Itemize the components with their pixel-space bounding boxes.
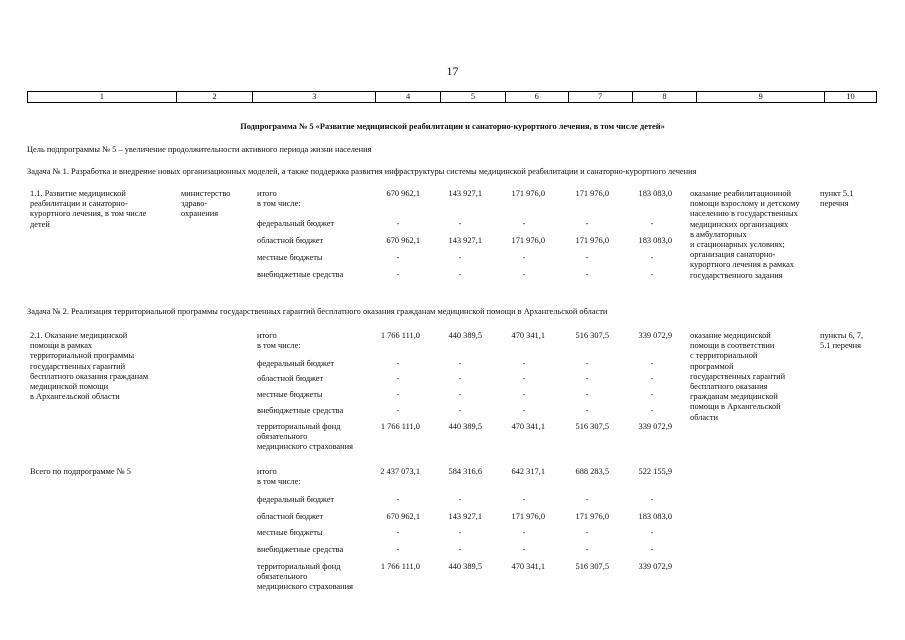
activity-2-1-name: государственных гарантий xyxy=(30,361,126,371)
subprogram-total-value: 171 976,0 xyxy=(511,512,545,521)
subprogram-total-source-label: территориальный фонд xyxy=(257,562,341,571)
subprogram-total-value: - xyxy=(650,495,654,504)
column-number-row xyxy=(27,91,877,103)
subprogram-total-value: 470 341,1 xyxy=(511,562,545,571)
activity-1-1-value: - xyxy=(458,219,462,228)
activity-2-1-source-label: обязательного xyxy=(257,432,308,442)
activity-2-1-result: помощи в Архангельской xyxy=(690,402,781,412)
activity-1-1-value: - xyxy=(396,219,400,228)
activity-1-1-result: помощи взрослому и детскому xyxy=(690,199,800,209)
activity-1-1-value: - xyxy=(585,253,589,262)
activity-2-1-value: - xyxy=(458,374,462,383)
subprogram-total-source-label: в том числе: xyxy=(257,477,301,487)
subprogram-total-value: - xyxy=(585,528,589,537)
activity-2-1-source-label: медицинского страхования xyxy=(257,442,353,452)
subprogram-total-source-label: обязательного xyxy=(257,572,308,582)
activity-1-1-value: 171 976,0 xyxy=(511,236,545,245)
activity-2-1-result: бесплатного оказания xyxy=(690,382,768,391)
activity-1-1-name: реабилитации и санаторно- xyxy=(30,199,128,209)
activity-1-1-executor: охранения xyxy=(181,209,219,219)
activity-2-1-reference: пункты 6, 7, xyxy=(820,331,864,340)
activity-2-1-value: 339 072,9 xyxy=(638,422,672,431)
activity-2-1-result: области xyxy=(690,412,718,422)
subprogram-total-source-label: внебюджетные средства xyxy=(257,545,344,554)
activity-2-1-result: оказание медицинской xyxy=(690,331,771,340)
column-number-4: 4 xyxy=(376,92,441,102)
subprogram-total-value: - xyxy=(585,495,589,504)
activity-2-1-value: - xyxy=(522,406,526,415)
activity-2-1-result: государственных гарантий xyxy=(690,371,786,381)
subprogram-total-value: 339 072,9 xyxy=(638,562,672,571)
subprogram-total-label: Всего по подпрограмме № 5 xyxy=(30,467,131,476)
activity-2-1-value: - xyxy=(396,374,400,383)
column-number-2: 2 xyxy=(177,92,254,102)
activity-2-1-result: с территориальной xyxy=(690,351,758,361)
subprogram-total-value: - xyxy=(396,545,400,554)
subprogram-total-value: 440 389,5 xyxy=(448,562,482,571)
activity-2-1-value: 516 307,5 xyxy=(575,422,609,431)
activity-1-1-result: курортного лечения в рамках xyxy=(690,260,795,270)
subprogram-total-value: - xyxy=(522,528,526,537)
column-number-8: 8 xyxy=(633,92,698,102)
subprogram-total-value: 688 283,5 xyxy=(575,467,609,476)
activity-1-1-value: - xyxy=(458,270,462,279)
subprogram-title: Подпрограмма № 5 «Развитие медицинской реабилитации и санаторно-курортного лечения, в том числе детей» xyxy=(240,122,665,131)
activity-2-1-result: программой xyxy=(690,361,734,371)
subprogram-total-value: 516 307,5 xyxy=(575,562,609,571)
activity-2-1-source-label: в том числе: xyxy=(257,341,301,351)
activity-2-1-result: гражданам медицинской xyxy=(690,392,778,402)
activity-2-1-value: - xyxy=(458,359,462,368)
activity-1-1-source-label: итого xyxy=(257,189,277,198)
activity-1-1-value: - xyxy=(650,253,654,262)
subprogram-total-value: 584 316,6 xyxy=(448,467,482,476)
activity-1-1-source-label: федеральный бюджет xyxy=(257,219,335,228)
activity-1-1-result: и стационарных условиях; xyxy=(690,240,785,249)
subprogram-total-value: - xyxy=(585,545,589,554)
activity-1-1-value: - xyxy=(585,270,589,279)
subprogram-total-value: - xyxy=(522,495,526,504)
task-2-heading: Задача № 2. Реализация территориальной программы государственных гарантий бесплатного оказания гражданам медицинской помощи в Архангельской области xyxy=(27,307,608,316)
activity-1-1-reference: пункт 5.1 xyxy=(820,189,854,198)
activity-1-1-result: организация санаторно- xyxy=(690,250,776,260)
activity-1-1-value: - xyxy=(650,219,654,228)
activity-1-1-value: - xyxy=(522,270,526,279)
subprogram-total-value: 143 927,1 xyxy=(448,512,482,521)
activity-2-1-value: 1 766 111,0 xyxy=(380,422,420,431)
activity-2-1-value: - xyxy=(522,374,526,383)
subprogram-total-source-label: медицинского страхования xyxy=(257,582,353,592)
activity-2-1-name: помощи в рамках xyxy=(30,341,93,351)
page-number: 17 xyxy=(446,64,459,78)
subprogram-total-source-label: итого xyxy=(257,467,277,476)
activity-1-1-value: 183 083,0 xyxy=(638,189,672,198)
activity-2-1-source-label: территориальный фонд xyxy=(257,422,341,431)
activity-2-1-value: - xyxy=(458,390,462,399)
activity-2-1-value: - xyxy=(650,406,654,415)
activity-2-1-name: территориальной программы xyxy=(30,351,135,361)
activity-1-1-executor: министерство xyxy=(181,189,231,198)
column-number-3: 3 xyxy=(253,92,376,102)
subprogram-total-value: - xyxy=(458,528,462,537)
activity-2-1-value: - xyxy=(396,406,400,415)
activity-2-1-value: - xyxy=(650,374,654,383)
activity-2-1-value: 440 389,5 xyxy=(448,422,482,431)
task-1-heading: Задача № 1. Разработка и внедрение новых организационных моделей, а также поддержка развития инфраструктуры системы медицинской реабилитации и санаторно-курортного лечения xyxy=(27,167,697,176)
activity-1-1-value: 171 976,0 xyxy=(511,189,545,198)
subprogram-total-value: - xyxy=(522,545,526,554)
activity-2-1-value: 470 341,1 xyxy=(511,422,545,431)
activity-1-1-value: 171 976,0 xyxy=(575,236,609,245)
activity-2-1-value: - xyxy=(650,390,654,399)
subprogram-total-value: - xyxy=(650,528,654,537)
activity-1-1-name: 1.1. Развитие медицинской xyxy=(30,189,126,198)
activity-1-1-value: 670 962,1 xyxy=(386,189,420,198)
activity-1-1-value: 183 083,0 xyxy=(638,236,672,245)
activity-1-1-value: - xyxy=(396,253,400,262)
activity-1-1-value: - xyxy=(396,270,400,279)
column-number-10: 10 xyxy=(846,92,855,101)
activity-1-1-value: 143 927,1 xyxy=(448,236,482,245)
activity-1-1-value: - xyxy=(522,253,526,262)
activity-1-1-value: 143 927,1 xyxy=(448,189,482,198)
activity-2-1-name: медицинской помощи xyxy=(30,382,109,391)
activity-2-1-value: - xyxy=(585,406,589,415)
activity-1-1-executor: здраво- xyxy=(181,199,208,209)
activity-1-1-value: 670 962,1 xyxy=(386,236,420,245)
activity-1-1-value: - xyxy=(458,253,462,262)
activity-2-1-name: бесплатного оказания гражданам xyxy=(30,371,149,381)
activity-2-1-value: - xyxy=(458,406,462,415)
activity-2-1-source-label: итого xyxy=(257,331,277,340)
activity-1-1-value: - xyxy=(585,219,589,228)
activity-2-1-source-label: местные бюджеты xyxy=(257,390,323,399)
subprogram-total-value: 642 317,1 xyxy=(511,467,545,476)
activity-2-1-value: - xyxy=(585,390,589,399)
activity-1-1-reference: перечня xyxy=(820,199,849,209)
subprogram-total-value: 522 155,9 xyxy=(638,467,672,476)
activity-2-1-source-label: внебюджетные средства xyxy=(257,406,344,415)
activity-2-1-value: - xyxy=(522,390,526,399)
activity-2-1-source-label: федеральный бюджет xyxy=(257,359,335,368)
activity-1-1-result: оказание реабилитационной xyxy=(690,189,792,198)
subprogram-total-value: - xyxy=(396,528,400,537)
activity-2-1-value: - xyxy=(650,359,654,368)
activity-1-1-source-label: внебюджетные средства xyxy=(257,270,344,279)
activity-2-1-value: 516 307,5 xyxy=(575,331,609,340)
activity-2-1-result: помощи в соответствии xyxy=(690,341,775,351)
activity-1-1-value: - xyxy=(522,219,526,228)
activity-1-1-source-label: местные бюджеты xyxy=(257,253,323,262)
activity-1-1-value: - xyxy=(650,270,654,279)
activity-1-1-result: медицинских организациях xyxy=(690,219,789,229)
activity-2-1-value: - xyxy=(585,374,589,383)
activity-1-1-source-label: в том числе: xyxy=(257,199,301,209)
activity-2-1-name: в Архангельской области xyxy=(30,392,120,402)
subprogram-total-value: 2 437 073,1 xyxy=(380,467,420,476)
column-number-5: 5 xyxy=(441,92,506,102)
subprogram-total-source-label: местные бюджеты xyxy=(257,528,323,537)
activity-2-1-value: 1 766 111,0 xyxy=(380,331,420,340)
subprogram-total-value: 171 976,0 xyxy=(575,512,609,521)
activity-2-1-value: 470 341,1 xyxy=(511,331,545,340)
activity-1-1-name: детей xyxy=(30,219,50,229)
subprogram-total-value: 1 766 111,0 xyxy=(380,562,420,571)
column-number-6: 6 xyxy=(506,92,569,102)
subprogram-total-value: - xyxy=(458,495,462,504)
subprogram-total-value: - xyxy=(396,495,400,504)
column-number-9: 9 xyxy=(697,92,825,102)
activity-2-1-value: 339 072,9 xyxy=(638,331,672,340)
activity-1-1-result: государственного задания xyxy=(690,270,783,280)
activity-1-1-source-label: областной бюджет xyxy=(257,236,324,245)
activity-2-1-value: - xyxy=(585,359,589,368)
activity-2-1-value: 440 389,5 xyxy=(448,331,482,340)
subprogram-total-value: - xyxy=(650,545,654,554)
subprogram-goal: Цель подпрограммы № 5 – увеличение продолжительности активного периода жизни населения xyxy=(27,145,372,154)
activity-2-1-source-label: областной бюджет xyxy=(257,374,324,383)
activity-2-1-value: - xyxy=(396,359,400,368)
activity-2-1-value: - xyxy=(522,359,526,368)
activity-1-1-name: курортного лечения, в том числе xyxy=(30,209,147,219)
subprogram-total-value: 670 962,1 xyxy=(386,512,420,521)
activity-2-1-name: 2.1. Оказание медицинской xyxy=(30,331,128,340)
column-number-7: 7 xyxy=(569,92,633,102)
activity-1-1-result: населению в государственных xyxy=(690,209,798,219)
activity-2-1-reference: 5.1 перечня xyxy=(820,341,862,351)
activity-1-1-value: 171 976,0 xyxy=(575,189,609,198)
column-number-1: 1 xyxy=(28,92,177,102)
activity-1-1-result: в амбулаторных xyxy=(690,229,747,239)
subprogram-total-value: 183 083,0 xyxy=(638,512,672,521)
subprogram-total-source-label: областной бюджет xyxy=(257,512,324,521)
activity-2-1-value: - xyxy=(396,390,400,399)
subprogram-total-value: - xyxy=(458,545,462,554)
subprogram-total-source-label: федеральный бюджет xyxy=(257,495,335,504)
